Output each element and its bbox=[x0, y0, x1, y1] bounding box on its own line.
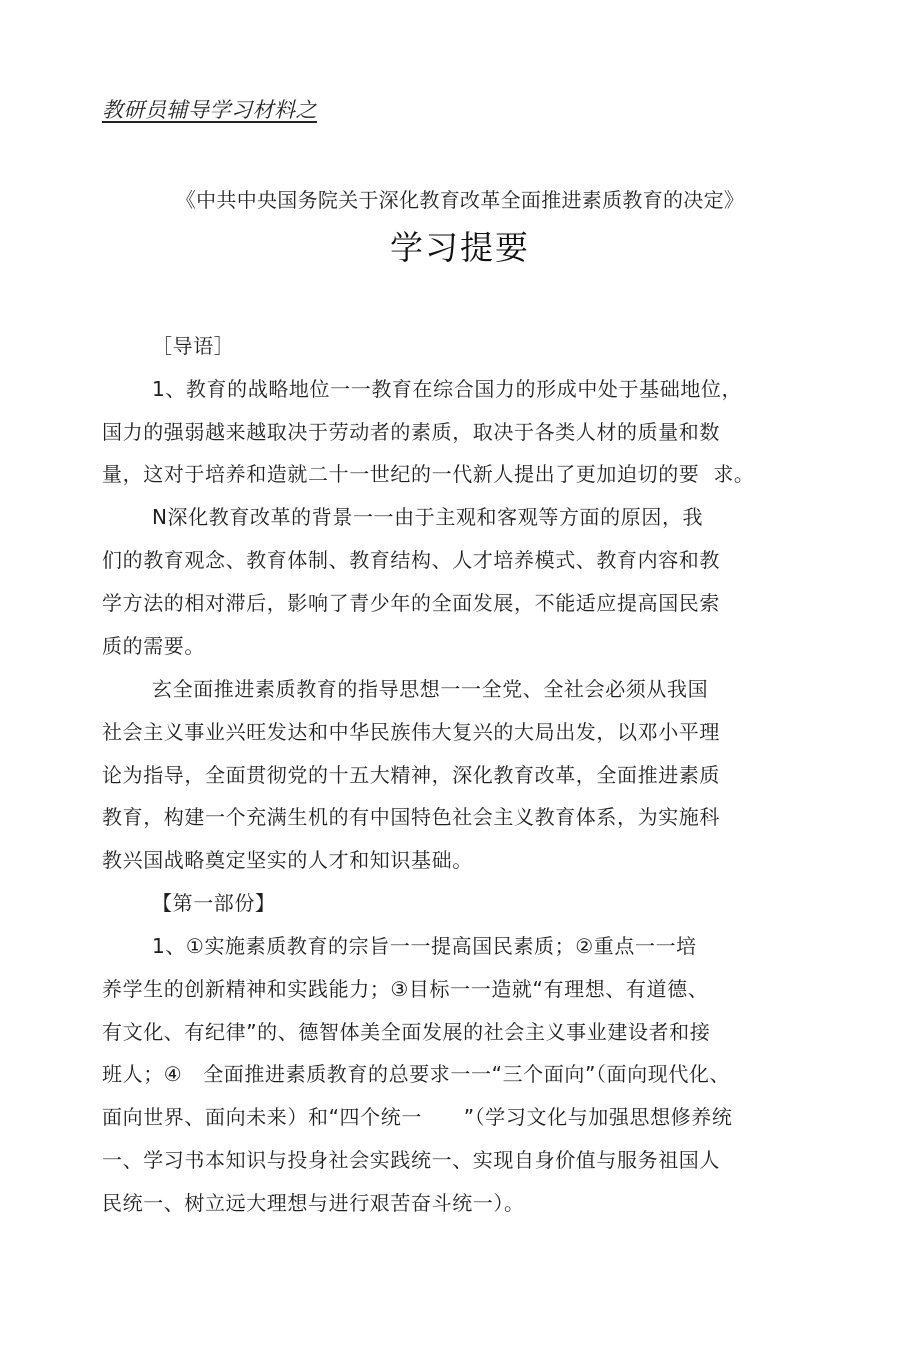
paragraph-line: 论为指导，全面贯彻党的十五大精神，深化教育改革，全面推进素质 bbox=[102, 763, 720, 787]
paragraph-line: 社会主义事业兴旺发达和中华民族伟大复兴的大局出发，以邓小平理 bbox=[102, 720, 720, 744]
paragraph-line: 一、学习书本知识与投身社会实践统一、实现自身价值与服务祖国人 bbox=[102, 1148, 720, 1172]
paragraph-line: 学方法的相对滞后，影响了青少年的全面发展，不能适应提高国民索 bbox=[102, 591, 720, 615]
paragraph-line: 们的教育观念、教育体制、教育结构、人才培养模式、教育内容和教 bbox=[102, 548, 720, 572]
paragraph-line: 有文化、有纪律”的、德智体美全面发展的社会主义事业建设者和接 bbox=[102, 1020, 711, 1044]
paragraph-line: 质的需要。 bbox=[102, 634, 205, 658]
document-title: 《中共中央国务院关于深化教育改革全面推进素质教育的决定》 bbox=[175, 188, 745, 212]
paragraph-line: 教兴国战略奠定坚实的人才和知识基础。 bbox=[102, 848, 473, 872]
section-heading-part-one: 【第一部份】 bbox=[152, 891, 276, 915]
paragraph-line: 量，这对于培养和造就二十一世纪的一代新人提出了更加迫切的要 求。 bbox=[102, 462, 755, 486]
document-subtitle: 学习提要 bbox=[390, 228, 530, 267]
paragraph-line: 养学生的创新精神和实践能力；③目标一一造就“有理想、有道德、 bbox=[102, 977, 709, 1001]
paragraph-line: 教育，构建一个充满生机的有中国特色社会主义教育体系，为实施科 bbox=[102, 805, 720, 829]
paragraph-line: 民统一、树立远大理想与进行艰苦奋斗统一）。 bbox=[102, 1191, 525, 1215]
paragraph-line: 班人；④ 全面推进素质教育的总要求一一“三个面向”（面向现代化、 bbox=[102, 1062, 731, 1086]
section-heading-intro: ［导语］ bbox=[152, 334, 235, 358]
paragraph-line: 1、①实施素质教育的宗旨一一提高国民素质；②重点一一培 bbox=[152, 934, 697, 958]
paragraph-line: 1、教育的战略地位一一教育在综合国力的形成中处于基础地位， bbox=[152, 377, 743, 401]
paragraph-line: 国力的强弱越来越取决于劳动者的素质，取决于各类人材的质量和数 bbox=[102, 420, 720, 444]
paragraph-line: N深化教育改革的背景一一由于主观和客观等方面的原因，我 bbox=[152, 505, 704, 529]
paragraph-line: 玄全面推进素质教育的指导思想一一全党、全社会必须从我国 bbox=[152, 677, 709, 701]
header-note: 教研员辅导学习材料之 bbox=[102, 98, 317, 122]
paragraph-line: 面向世界、面向未来）和“四个统一 ”（学习文化与加强思想修养统 bbox=[102, 1105, 733, 1129]
